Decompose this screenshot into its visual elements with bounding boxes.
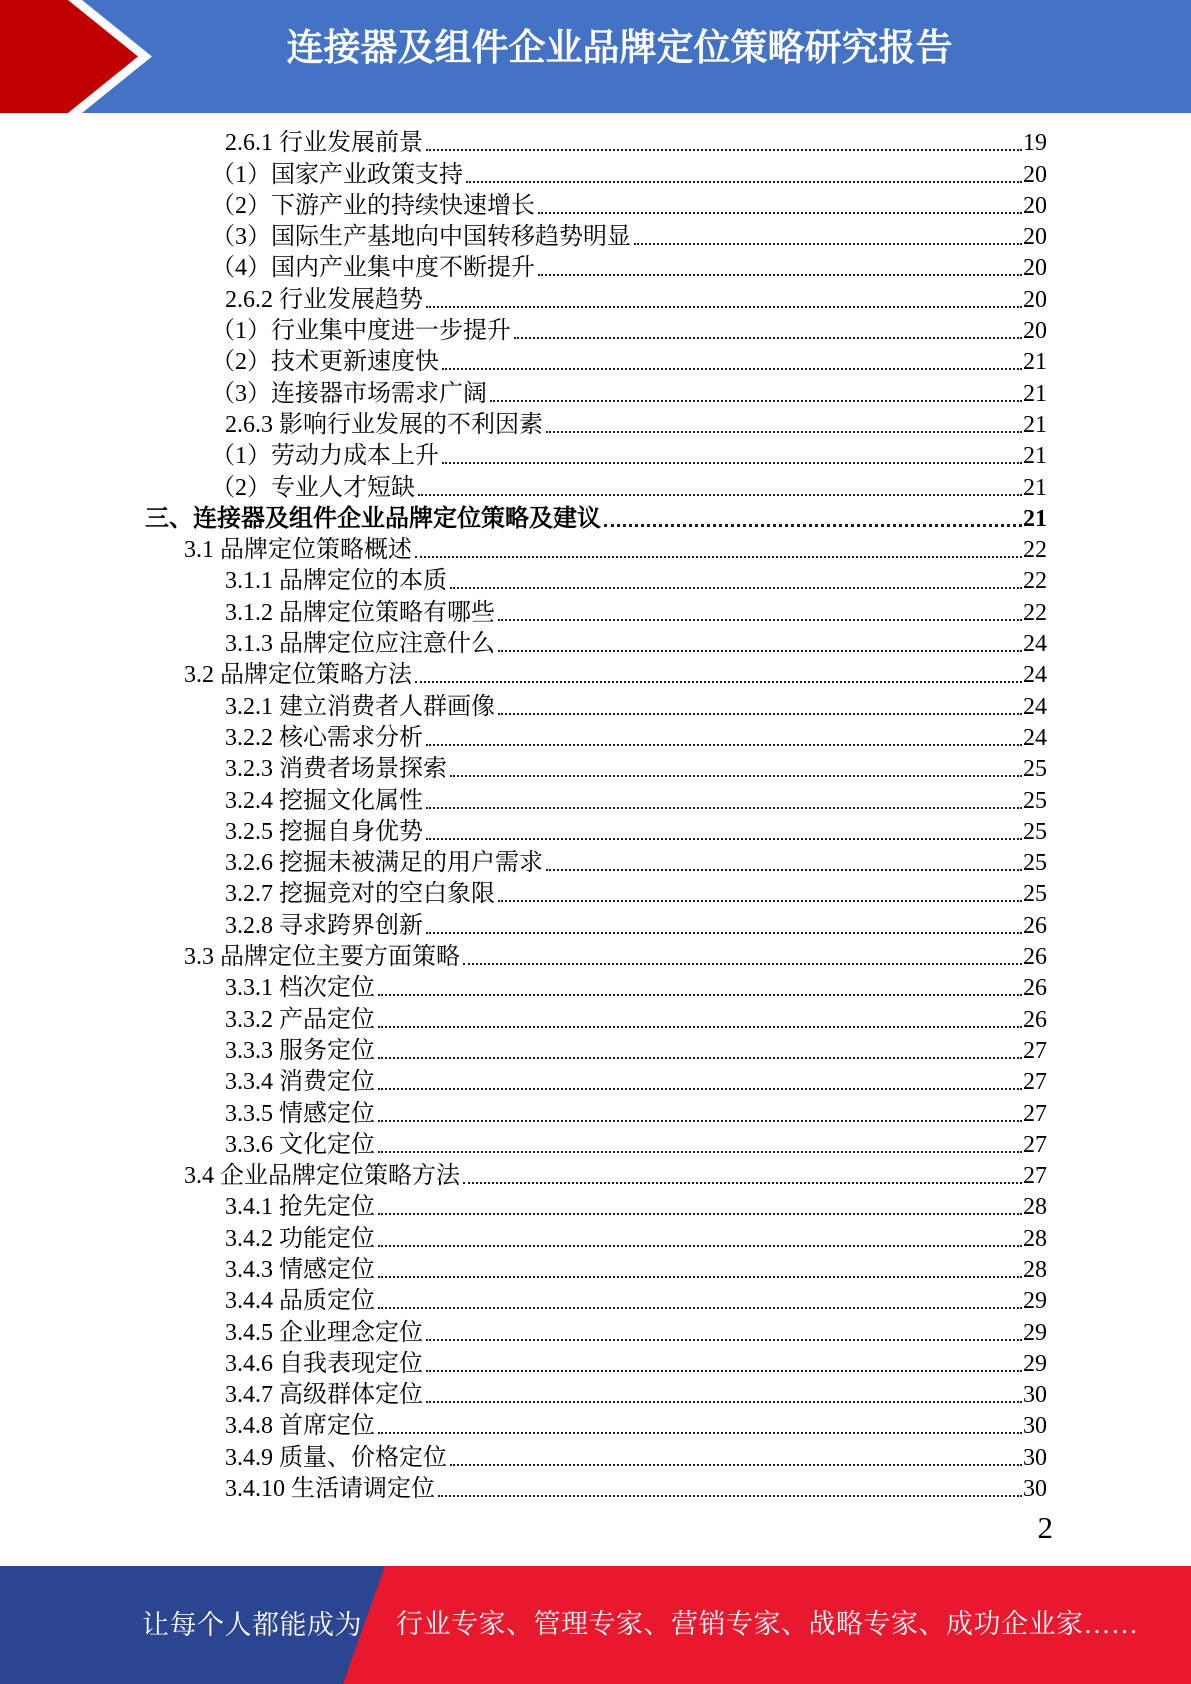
toc-leader-dots — [418, 494, 1022, 496]
toc-entry-page: 21 — [1023, 474, 1047, 501]
toc-entry[interactable] — [145, 878, 1047, 909]
toc-entry-page: 22 — [1023, 568, 1047, 595]
toc-entry-label: （2）下游产业的持续快速增长 — [211, 192, 535, 219]
toc-leader-dots — [546, 869, 1022, 871]
toc-leader-dots — [463, 963, 1022, 965]
toc-entry[interactable] — [145, 221, 1047, 252]
toc-leader-dots — [426, 149, 1022, 151]
toc-leader-dots — [378, 1432, 1022, 1434]
toc-entry[interactable] — [145, 1035, 1047, 1066]
toc-entry-page: 26 — [1023, 1006, 1047, 1033]
toc-entry[interactable] — [145, 1410, 1047, 1441]
toc-leader-dots — [498, 713, 1022, 715]
page-number: 2 — [1037, 1510, 1053, 1545]
toc-entry-label: 3.3.5 情感定位 — [225, 1100, 375, 1127]
toc-entry-label: 3.2.1 建立消费者人群画像 — [225, 693, 495, 720]
toc-entry[interactable] — [145, 1348, 1047, 1379]
toc-entry-label: 3.4.8 首席定位 — [225, 1413, 375, 1440]
toc-entry-page: 24 — [1023, 662, 1047, 689]
toc-leader-dots — [426, 1370, 1022, 1372]
toc-entry[interactable] — [145, 784, 1047, 815]
toc-entry-label: （3）连接器市场需求广阔 — [211, 380, 487, 407]
toc-entry[interactable] — [145, 753, 1047, 784]
toc-entry[interactable] — [145, 1222, 1047, 1253]
toc-entry-label: 3.2.5 挖掘自身优势 — [225, 818, 423, 845]
toc-entry-label: （4）国内产业集中度不断提升 — [211, 255, 535, 282]
toc-entry-page: 25 — [1023, 787, 1047, 814]
toc-entry[interactable] — [145, 1160, 1047, 1191]
toc-entry-label: 2.6.2 行业发展趋势 — [225, 286, 423, 313]
toc-entry-page: 21 — [1023, 380, 1047, 407]
toc-entry[interactable] — [145, 158, 1047, 189]
toc-entry[interactable] — [145, 1379, 1047, 1410]
toc-entry[interactable] — [145, 1316, 1047, 1347]
page-header — [0, 0, 1191, 113]
toc-entry[interactable] — [145, 315, 1047, 346]
toc-leader-dots — [378, 1213, 1022, 1215]
toc-entry-label: 3.1 品牌定位策略概述 — [184, 537, 412, 564]
toc-entry-page: 27 — [1023, 1131, 1047, 1158]
toc-entry[interactable] — [145, 534, 1047, 565]
toc-entry-label: 3.3.4 消费定位 — [225, 1069, 375, 1096]
toc-leader-dots — [378, 1151, 1022, 1153]
toc-list — [145, 127, 1047, 1504]
toc-leader-dots — [426, 807, 1022, 809]
toc-entry-label: 3.2.8 寻求跨界创新 — [225, 912, 423, 939]
toc-entry-label: （1）行业集中度进一步提升 — [211, 318, 511, 345]
toc-entry[interactable] — [145, 1129, 1047, 1160]
toc-leader-dots — [426, 1339, 1022, 1341]
toc-leader-dots — [450, 587, 1022, 589]
toc-entry-page: 24 — [1023, 724, 1047, 751]
toc-leader-dots — [514, 337, 1022, 339]
toc-entry-label: 3.3.6 文化定位 — [225, 1131, 375, 1158]
toc-entry-page: 21 — [1023, 411, 1047, 438]
toc-leader-dots — [378, 1026, 1022, 1028]
toc-entry-page: 27 — [1023, 1069, 1047, 1096]
toc-entry-page: 25 — [1023, 756, 1047, 783]
toc-entry[interactable] — [145, 471, 1047, 502]
toc-entry-label: 2.6.3 影响行业发展的不利因素 — [225, 411, 543, 438]
toc-entry[interactable] — [145, 1473, 1047, 1504]
toc-leader-dots — [426, 932, 1022, 934]
toc-entry-label: 3.4.3 情感定位 — [225, 1256, 375, 1283]
toc-entry-label: 3.4.6 自我表现定位 — [225, 1350, 423, 1377]
toc-entry-page: 25 — [1023, 850, 1047, 877]
toc-entry[interactable] — [145, 1066, 1047, 1097]
toc-entry-page: 21 — [1023, 443, 1047, 470]
toc-leader-dots — [426, 1401, 1022, 1403]
toc-entry[interactable] — [145, 409, 1047, 440]
toc-entry-page: 30 — [1023, 1476, 1047, 1503]
toc-entry[interactable] — [145, 690, 1047, 721]
toc-leader-dots — [604, 524, 1022, 527]
toc-entry[interactable] — [145, 190, 1047, 221]
footer-slogan-left: 让每个人都能成为 — [142, 1610, 362, 1640]
toc-entry-label: （2）技术更新速度快 — [211, 349, 439, 376]
toc-entry-label: 3.2.2 核心需求分析 — [225, 724, 423, 751]
toc-leader-dots — [378, 1245, 1022, 1247]
toc-entry-label: 3.4.1 抢先定位 — [225, 1194, 375, 1221]
toc-entry-page: 30 — [1023, 1413, 1047, 1440]
toc-entry-label: 3.3.1 档次定位 — [225, 975, 375, 1002]
toc-entry-label: 3.4.5 企业理念定位 — [225, 1319, 423, 1346]
toc-entry-label: 3.4.10 生活请调定位 — [225, 1476, 435, 1503]
toc-entry[interactable] — [145, 1254, 1047, 1285]
toc-leader-dots — [442, 368, 1022, 370]
toc-leader-dots — [378, 1120, 1022, 1122]
toc-entry-page: 20 — [1023, 286, 1047, 313]
toc-leader-dots — [415, 681, 1022, 683]
toc-entry[interactable] — [145, 722, 1047, 753]
toc-entry-page: 20 — [1023, 192, 1047, 219]
toc-entry[interactable] — [145, 1441, 1047, 1472]
toc-entry-page: 22 — [1023, 599, 1047, 626]
footer-slogan-right: 行业专家、管理专家、营销专家、战略专家、成功企业家…… — [396, 1609, 1139, 1639]
toc-leader-dots — [450, 775, 1022, 777]
toc-entry[interactable] — [145, 252, 1047, 283]
toc-entry[interactable] — [145, 596, 1047, 627]
toc-entry-label: 3.3.3 服务定位 — [225, 1037, 375, 1064]
toc-leader-dots — [498, 900, 1022, 902]
toc-entry-label: 2.6.1 行业发展前景 — [225, 130, 423, 157]
toc-entry-label: 3.4 企业品牌定位策略方法 — [184, 1163, 460, 1190]
toc-entry-page: 29 — [1023, 1319, 1047, 1346]
toc-entry-page: 24 — [1023, 693, 1047, 720]
toc-entry-label: 3.2.4 挖掘文化属性 — [225, 787, 423, 814]
toc-entry-label: 3.1.1 品牌定位的本质 — [225, 568, 447, 595]
toc-entry[interactable] — [145, 1191, 1047, 1222]
toc-leader-dots — [378, 1088, 1022, 1090]
toc-entry[interactable] — [145, 283, 1047, 314]
toc-entry[interactable] — [145, 847, 1047, 878]
toc-leader-dots — [490, 400, 1022, 402]
toc-entry[interactable] — [145, 1285, 1047, 1316]
toc-entry-page: 30 — [1023, 1382, 1047, 1409]
toc-leader-dots — [450, 1464, 1022, 1466]
toc-entry-label: 3.3.2 产品定位 — [225, 1006, 375, 1033]
toc-entry[interactable] — [145, 440, 1047, 471]
toc-entry-label: 3.4.9 质量、价格定位 — [225, 1444, 447, 1471]
page-footer — [0, 1566, 1191, 1684]
toc-entry-page: 29 — [1023, 1288, 1047, 1315]
toc-leader-dots — [538, 212, 1022, 214]
toc-entry-label: 3.2.6 挖掘未被满足的用户需求 — [225, 850, 543, 877]
toc-entry-page: 20 — [1023, 161, 1047, 188]
toc-entry-label: 三、连接器及组件企业品牌定位策略及建议 — [145, 505, 601, 532]
toc-entry[interactable] — [145, 565, 1047, 596]
toc-entry-label: （1）国家产业政策支持 — [211, 161, 463, 188]
toc-leader-dots — [538, 274, 1022, 276]
toc-entry[interactable] — [145, 127, 1047, 158]
toc-entry-page: 30 — [1023, 1444, 1047, 1471]
toc-leader-dots — [378, 1307, 1022, 1309]
toc-entry-label: 3.2.7 挖掘竞对的空白象限 — [225, 881, 495, 908]
toc-entry-page: 26 — [1023, 944, 1047, 971]
toc-entry[interactable] — [145, 1003, 1047, 1034]
toc-entry-page: 21 — [1023, 349, 1047, 376]
toc-entry-label: 3.3 品牌定位主要方面策略 — [184, 944, 460, 971]
toc-entry-label: 3.2.3 消费者场景探索 — [225, 756, 447, 783]
toc-entry-label: （3）国际生产基地向中国转移趋势明显 — [211, 224, 631, 251]
toc-leader-dots — [546, 431, 1022, 433]
toc-entry-page: 20 — [1023, 224, 1047, 251]
toc-leader-dots — [378, 1276, 1022, 1278]
toc-entry[interactable] — [145, 659, 1047, 690]
toc-entry-page: 28 — [1023, 1256, 1047, 1283]
toc-entry-page: 27 — [1023, 1163, 1047, 1190]
toc-entry-page: 20 — [1023, 318, 1047, 345]
toc-entry-page: 21 — [1023, 505, 1047, 532]
toc-entry-label: 3.4.7 高级群体定位 — [225, 1382, 423, 1409]
toc-entry-label: 3.4.4 品质定位 — [225, 1288, 375, 1315]
toc-leader-dots — [415, 556, 1022, 558]
toc-entry-page: 26 — [1023, 912, 1047, 939]
toc-entry[interactable] — [145, 972, 1047, 1003]
toc-leader-dots — [498, 619, 1022, 621]
toc-leader-dots — [378, 1057, 1022, 1059]
toc-entry[interactable] — [145, 628, 1047, 659]
toc-leader-dots — [498, 650, 1022, 652]
toc-entry-label: 3.4.2 功能定位 — [225, 1225, 375, 1252]
toc-entry[interactable] — [145, 1097, 1047, 1128]
toc-entry[interactable] — [145, 909, 1047, 940]
toc-entry-page: 27 — [1023, 1037, 1047, 1064]
toc-entry-page: 20 — [1023, 255, 1047, 282]
toc-leader-dots — [463, 1182, 1022, 1184]
toc-entry-page: 24 — [1023, 631, 1047, 658]
toc-entry[interactable] — [145, 346, 1047, 377]
toc-entry-label: 3.1.3 品牌定位应注意什么 — [225, 631, 495, 658]
toc-entry-page: 25 — [1023, 881, 1047, 908]
toc-entry-label: 3.2 品牌定位策略方法 — [184, 662, 412, 689]
toc-leader-dots — [426, 838, 1022, 840]
toc-leader-dots — [426, 306, 1022, 308]
toc-entry-label: （2）专业人才短缺 — [211, 474, 415, 501]
toc-leader-dots — [466, 181, 1022, 183]
toc-entry[interactable] — [145, 503, 1047, 534]
toc-leader-dots — [634, 243, 1022, 245]
toc-entry-label: 3.1.2 品牌定位策略有哪些 — [225, 599, 495, 626]
toc-entry-page: 22 — [1023, 537, 1047, 564]
toc-entry-page: 29 — [1023, 1350, 1047, 1377]
toc-entry-page: 28 — [1023, 1225, 1047, 1252]
toc-entry[interactable] — [145, 941, 1047, 972]
report-title: 连接器及组件企业品牌定位策略研究报告 — [286, 27, 953, 68]
toc-leader-dots — [426, 744, 1022, 746]
toc-entry-label: （1）劳动力成本上升 — [211, 443, 439, 470]
toc-leader-dots — [442, 462, 1022, 464]
toc-entry-page: 26 — [1023, 975, 1047, 1002]
toc-leader-dots — [438, 1495, 1022, 1497]
toc-entry[interactable] — [145, 816, 1047, 847]
toc-entry-page: 25 — [1023, 818, 1047, 845]
toc-entry-page: 27 — [1023, 1100, 1047, 1127]
toc-leader-dots — [378, 994, 1022, 996]
toc-entry-page: 19 — [1023, 130, 1047, 157]
toc-entry-page: 28 — [1023, 1194, 1047, 1221]
toc-entry[interactable] — [145, 377, 1047, 408]
